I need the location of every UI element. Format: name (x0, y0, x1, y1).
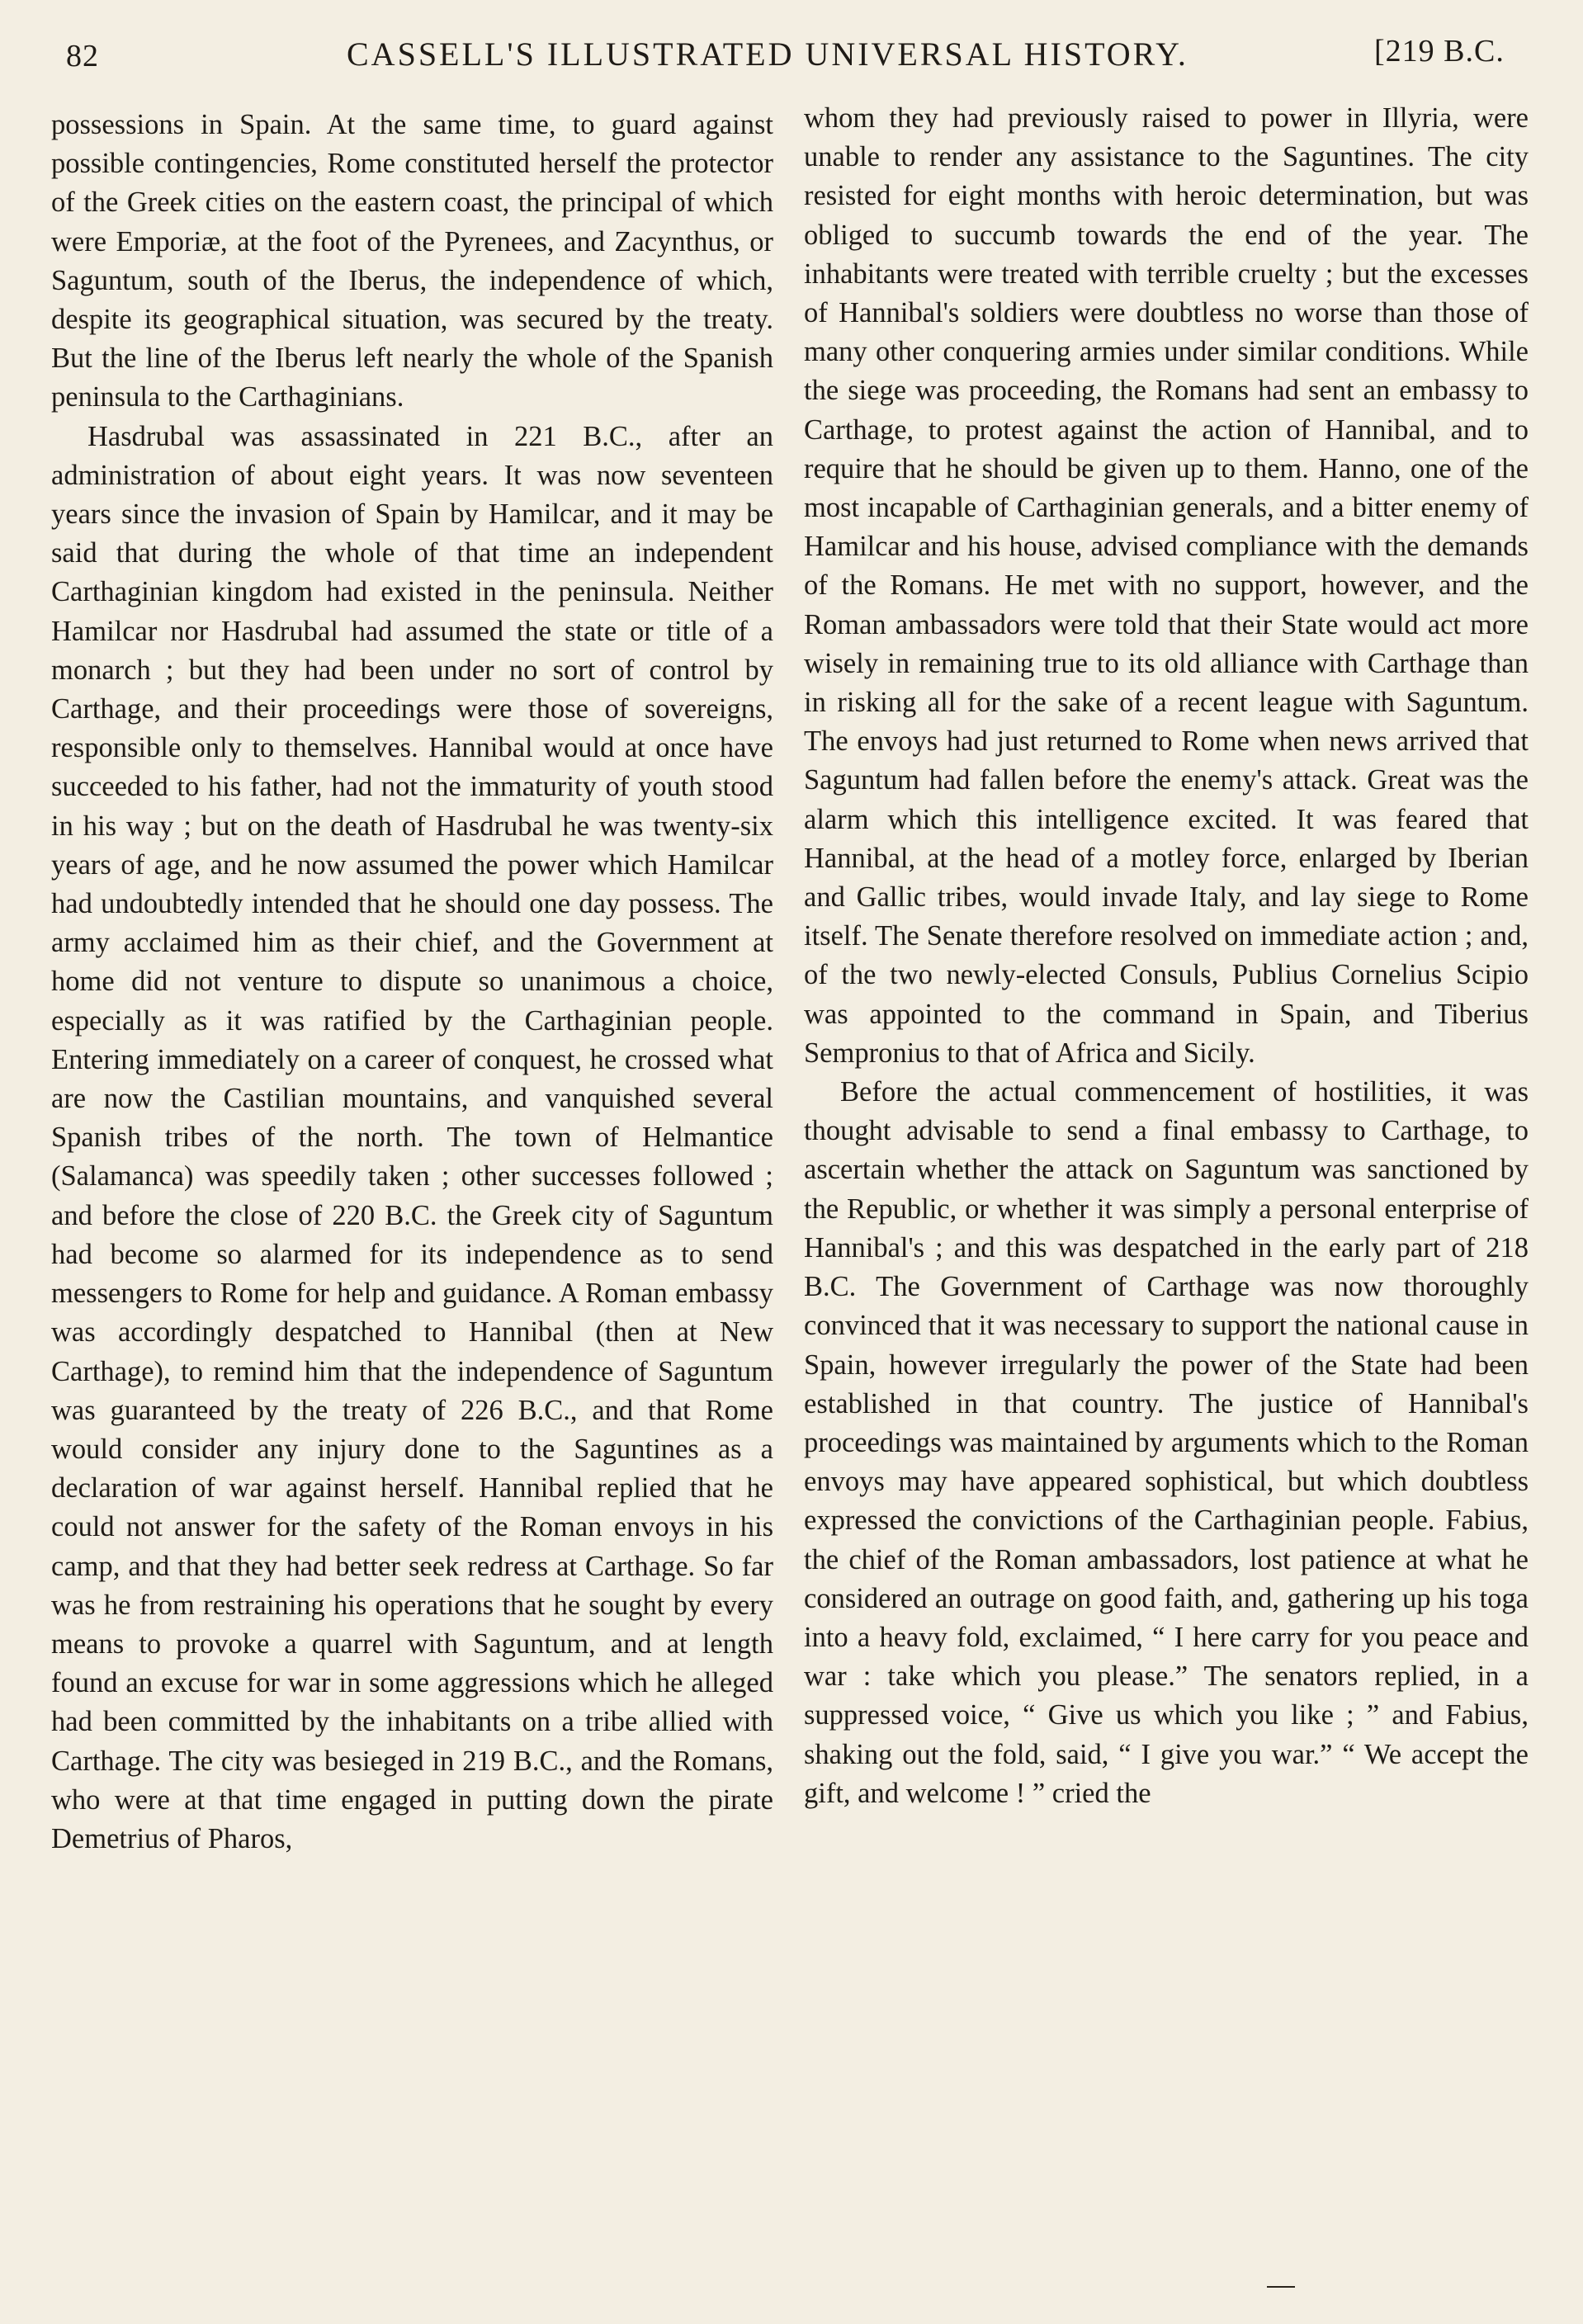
right-column (804, 99, 1529, 1813)
running-date: [219 B.C. (1374, 34, 1505, 68)
printer-mark (1267, 2286, 1295, 2288)
running-head (0, 33, 1583, 83)
running-title: CASSELL'S ILLUSTRATED UNIVERSAL HISTORY. (347, 35, 1188, 73)
paragraph: Hasdrubal was assassinated in 221 B.C., after an administration of about eight years. It was now seventeen years since the invasion of Spain by Hamilcar, and it may be said that during the whole of that time an independent Carthaginian kingdom had existed in the peninsula. Neither Hamilcar nor Hasdrubal had assumed the state or title of a monarch ; but they had been under no sort of control by Carthage, and their proceedings were those of sovereigns, responsible only to themselves. Hannibal would at once have succeeded to his father, had not the immaturity of youth stood in his way ; but on the death of Hasdrubal he was twenty-six years of age, and he now assumed the power which Hamilcar had undoubtedly intended that he should one day possess. The army acclaimed him as their chief, and the Government at home did not venture to dispute so unanimous a choice, especially as it was ratified by the Carthaginian people. Entering immediately on a career of conquest, he crossed what are now the Castilian mountains, and vanquished several Spanish tribes of the north. The town of Helmantice (Salamanca) was speedily taken ; other successes followed ; and before the close of 220 B.C. the Greek city of Saguntum had become so alarmed for its independence as to send messengers to Rome for help and guidance. A Roman embassy was accordingly despatched to Hannibal (then at New Carthage), to remind him that the independence of Saguntum was guaranteed by the treaty of 226 B.C., and that Rome would consider any injury done to the Saguntines as a declaration of war against herself. Hannibal replied that he could not answer for the safety of the Roman envoys in his camp, and that they had better seek redress at Carthage. So far was he from restraining his operations that he sought by every means to provoke a quarrel with Saguntum, and at length found an excuse for war in some aggressions which he alleged had been committed by the inhabitants on a tribe allied with Carthage. The city was besieged in 219 B.C., and the Romans, who were at that time engaged in putting down the pirate Demetrius of Pharos, (51, 420, 773, 1854)
left-column (51, 106, 773, 1859)
paragraph: possessions in Spain. At the same time, to guard against possible contingencies, Rome constituted herself the protector of the Greek cities on the eastern coast, the principal of which were Emporiæ, at the foot of the Pyrenees, and Zacynthus, or Saguntum, south of the Iberus, the independence of which, despite its geographical situation, was secured by the treaty. But the line of the Iberus left nearly the whole of the Spanish peninsula to the Carthaginians. (51, 109, 773, 413)
page-number: 82 (66, 39, 99, 73)
paragraph: whom they had previously raised to power in Illyria, were unable to render any assistance to the Saguntines. The city resisted for eight months with heroic determination, but was obliged to succumb towards the end of the year. The inhabitants were treated with terrible cruelty ; but the excesses of Hannibal's soldiers were doubtless no worse than those of many other conquering armies under similar conditions. While the siege was proceeding, the Romans had sent an embassy to Carthage, to protest against the action of Hannibal, and to require that he should be given up to them. Hanno, one of the most incapable of Carthaginian generals, and a bitter enemy of Hamilcar and his house, advised compliance with the demands of the Romans. He met with no support, however, and the Roman ambassadors were told that their State would act more wisely in remaining true to its old alliance with Carthage than in risking all for the sake of a recent league with Saguntum. The envoys had just returned to Rome when news arrived that Saguntum had fallen before the enemy's attack. Great was the alarm which this intelligence excited. It was feared that Hannibal, at the head of a motley force, enlarged by Iberian and Gallic tribes, would invade Italy, and lay siege to Rome itself. The Senate therefore resolved on immediate action ; and, of the two newly-elected Consuls, Publius Cornelius Scipio was appointed to the command in Spain, and Tiberius Sempronius to that of Africa and Sicily. (804, 102, 1529, 1069)
paragraph: Before the actual commencement of hostilities, it was thought advisable to send a final embassy to Carthage, to ascertain whether the attack on Saguntum was sanctioned by the Republic, or whether it was simply a personal enterprise of Hannibal's ; and this was despatched in the early part of 218 B.C. The Government of Carthage was now thoroughly convinced that it was necessary to support the national cause in Spain, however irregularly the power of the State had been established in that country. The justice of Hannibal's proceedings was maintained by arguments which to the Roman envoys may have appeared sophistical, but which doubtless expressed the convictions of the Carthaginian people. Fabius, the chief of the Roman ambassadors, lost patience at what he considered an outrage on good faith, and, gathering up his toga into a heavy fold, exclaimed, “ I here carry for you peace and war : take which you please.” The senators replied, in a suppressed voice, “ Give us which you like ; ” and Fabius, shaking out the fold, said, “ I give you war.” “ We accept the gift, and welcome ! ” cried the (804, 1076, 1529, 1809)
